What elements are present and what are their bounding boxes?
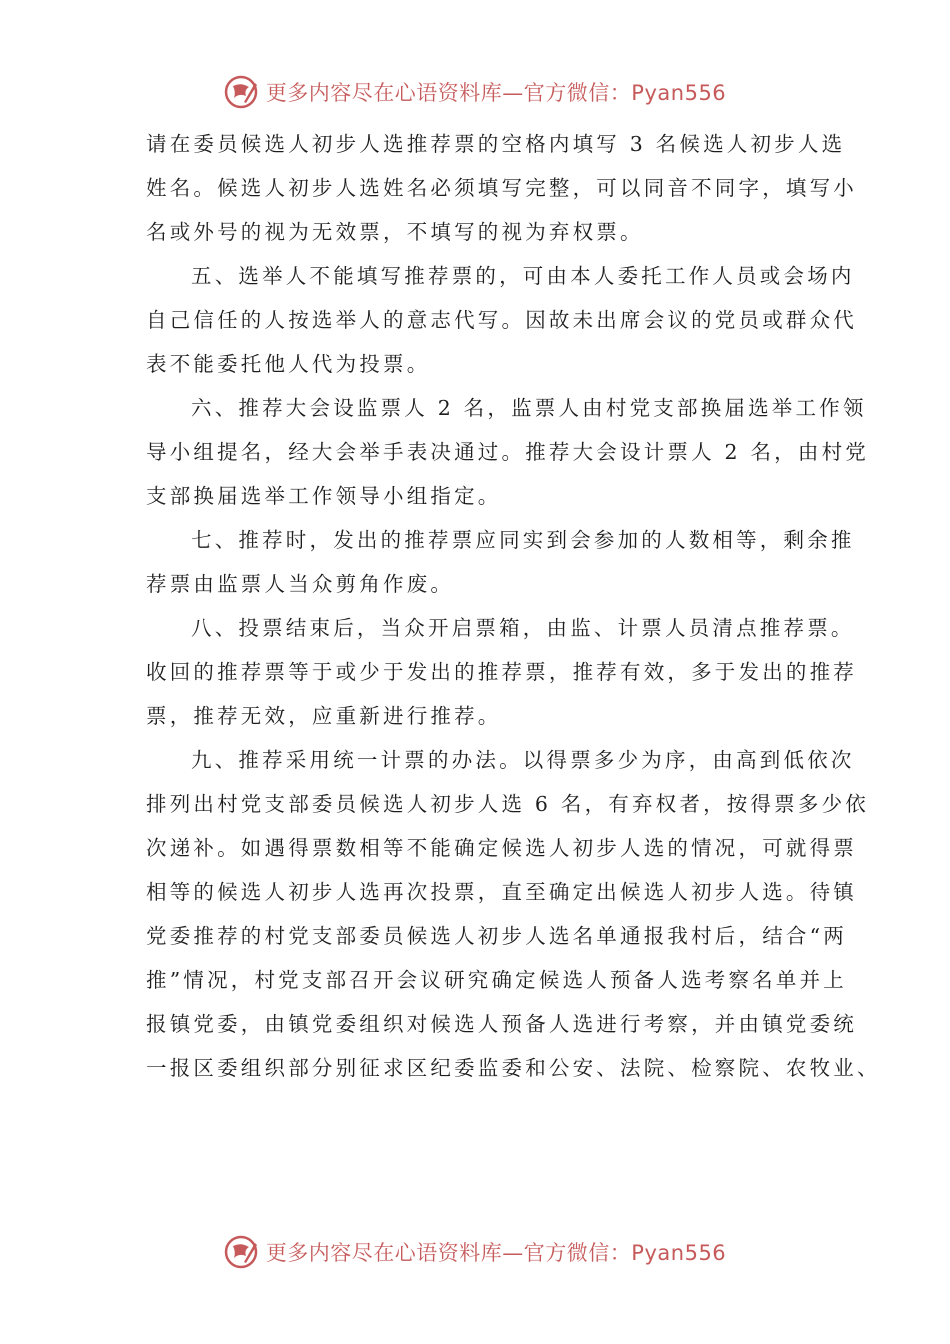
text-line: 收回的推荐票等于或少于发出的推荐票，推荐有效，多于发出的推荐	[146, 660, 857, 684]
text-line: 七、推荐时，发出的推荐票应同实到会参加的人数相等，剩余推	[191, 528, 855, 552]
crest-logo-icon	[224, 74, 260, 110]
text-line: 八、投票结束后，当众开启票箱，由监、计票人员清点推荐票。	[191, 616, 855, 640]
text-line: 支部换届选举工作领导小组指定。	[146, 484, 502, 508]
text-line: 报镇党委，由镇党委组织对候选人预备人选进行考察，并由镇党委统	[146, 1012, 857, 1036]
text-line: 请在委员候选人初步人选推荐票的空格内填写 3 名候选人初步人选	[146, 132, 846, 156]
document-body	[146, 122, 881, 1090]
text-line: 名或外号的视为无效票，不填写的视为弃权票。	[146, 220, 644, 244]
text-line: 导小组提名，经大会举手表决通过。推荐大会设计票人 2 名，由村党	[146, 440, 869, 464]
text-line: 表不能委托他人代为投票。	[146, 352, 431, 376]
crest-logo-icon	[224, 1234, 260, 1270]
paragraph	[146, 738, 881, 1090]
text-line: 姓名。候选人初步人选姓名必须填写完整，可以同音不同字，填写小	[146, 176, 857, 200]
text-line: 党委推荐的村党支部委员候选人初步人选名单通报我村后，结合“两	[146, 924, 847, 948]
paragraph	[146, 386, 869, 518]
text-line: 次递补。如遇得票数相等不能确定候选人初步人选的情况，可就得票	[146, 836, 857, 860]
header-watermark	[0, 72, 950, 112]
watermark-text: 更多内容尽在心语资料库—官方微信：Pyan556	[265, 1241, 727, 1265]
text-line: 推”情况，村党支部召开会议研究确定候选人预备人选考察名单并上	[146, 968, 847, 992]
text-line: 票，推荐无效，应重新进行推荐。	[146, 704, 502, 728]
text-line: 荐票由监票人当众剪角作废。	[146, 572, 455, 596]
paragraph	[146, 254, 857, 386]
paragraph	[146, 518, 855, 606]
paragraph	[146, 606, 857, 738]
text-line: 相等的候选人初步人选再次投票，直至确定出候选人初步人选。待镇	[146, 880, 857, 904]
text-line: 排列出村党支部委员候选人初步人选 6 名，有弃权者，按得票多少依	[146, 792, 869, 816]
footer-watermark	[0, 1232, 950, 1272]
text-line: 九、推荐采用统一计票的办法。以得票多少为序，由高到低依次	[191, 748, 855, 772]
text-line: 六、推荐大会设监票人 2 名，监票人由村党支部换届选举工作领	[191, 396, 867, 420]
paragraph	[146, 122, 857, 254]
text-line: 一报区委组织部分别征求区纪委监委和公安、法院、检察院、农牧业、	[146, 1056, 881, 1080]
text-line: 五、选举人不能填写推荐票的，可由本人委托工作人员或会场内	[191, 264, 855, 288]
text-line: 自己信任的人按选举人的意志代写。因故未出席会议的党员或群众代	[146, 308, 857, 332]
watermark-text: 更多内容尽在心语资料库—官方微信：Pyan556	[265, 81, 727, 105]
